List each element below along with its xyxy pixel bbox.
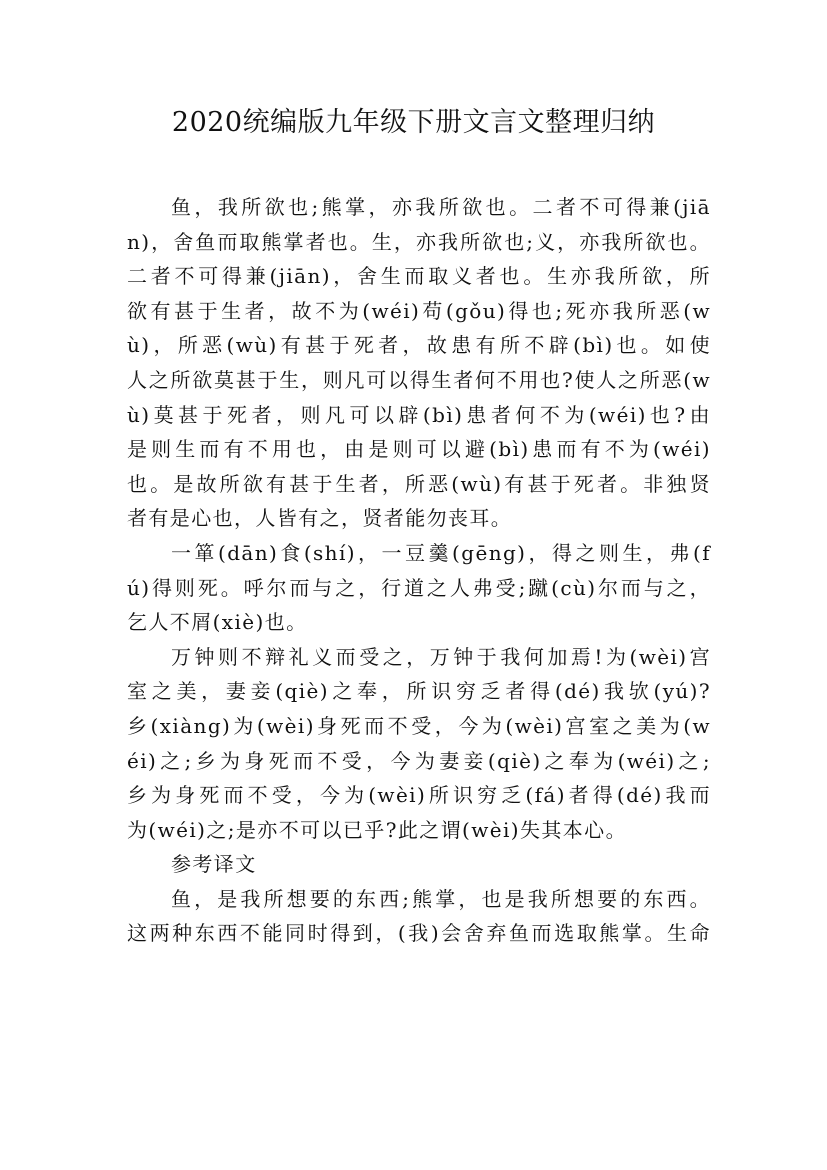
text-line: n)，舍鱼而取熊掌者也。生，亦我所欲也;义，亦我所欲也。 <box>127 229 711 254</box>
text-line: 这两种东西不能同时得到，(我)会舍弃鱼而选取熊掌。生命 <box>127 921 711 946</box>
text-line: 乞人不屑(xiè)也。 <box>127 610 308 635</box>
text-line: 鱼，是我所想要的东西;熊掌，也是我所想要的东西。 <box>171 886 711 911</box>
text-line: 万钟则不辩礼义而受之，万钟于我何加焉!为(wèi)宫 <box>171 644 711 669</box>
text-line: éi)之;乡为身死而不受，今为妻妾(qiè)之奉为(wéi)之; <box>127 748 711 773</box>
text-line: 鱼，我所欲也;熊掌，亦我所欲也。二者不可得兼(jiā <box>171 195 711 219</box>
document-body <box>127 190 711 951</box>
text-line: ù)，所恶(wù)有甚于死者，故患有所不辟(bì)也。如使 <box>127 333 711 358</box>
text-line: 也。是故所欲有甚于生者，所恶(wù)有甚于死者。非独贤 <box>127 471 711 496</box>
text-line: 欲有甚于生者，故不为(wéi)苟(gǒu)得也;死亦我所恶(w <box>127 298 711 323</box>
text-line: 人之所欲莫甚于生，则凡可以得生者何不用也?使人之所恶(w <box>127 367 711 392</box>
text-line: 乡(xiàng)为(wèi)身死而不受，今为(wèi)宫室之美为(w <box>127 713 711 738</box>
text-line: 乡为身死而不受，今为(wèi)所识穷乏(fá)者得(dé)我而 <box>127 783 711 808</box>
document-title: 2020统编版九年级下册文言文整理归纳 <box>171 107 656 138</box>
text-line: 参考译文 <box>171 852 257 877</box>
text-line: 一箪(dān)食(shí)，一豆羹(gēng)，得之则生，弗(f <box>171 540 711 565</box>
text-line: ú)得则死。呼尔而与之，行道之人弗受;蹴(cù)尔而与之， <box>127 575 711 600</box>
text-line: ù)莫甚于死者，则凡可以辟(bì)患者何不为(wéi)也?由 <box>127 402 711 427</box>
text-line: 为(wéi)之;是亦不可以已乎?此之谓(wèi)失其本心。 <box>127 817 627 842</box>
text-line: 二者不可得兼(jiān)，舍生而取义者也。生亦我所欲，所 <box>127 264 711 289</box>
text-line: 者有是心也，人皆有之，贤者能勿丧耳。 <box>127 506 513 531</box>
text-line: 是则生而有不用也，由是则可以避(bì)患而有不为(wéi) <box>127 437 711 462</box>
text-line: 室之美，妻妾(qiè)之奉，所识穷乏者得(dé)我欤(yú)? <box>127 679 711 704</box>
